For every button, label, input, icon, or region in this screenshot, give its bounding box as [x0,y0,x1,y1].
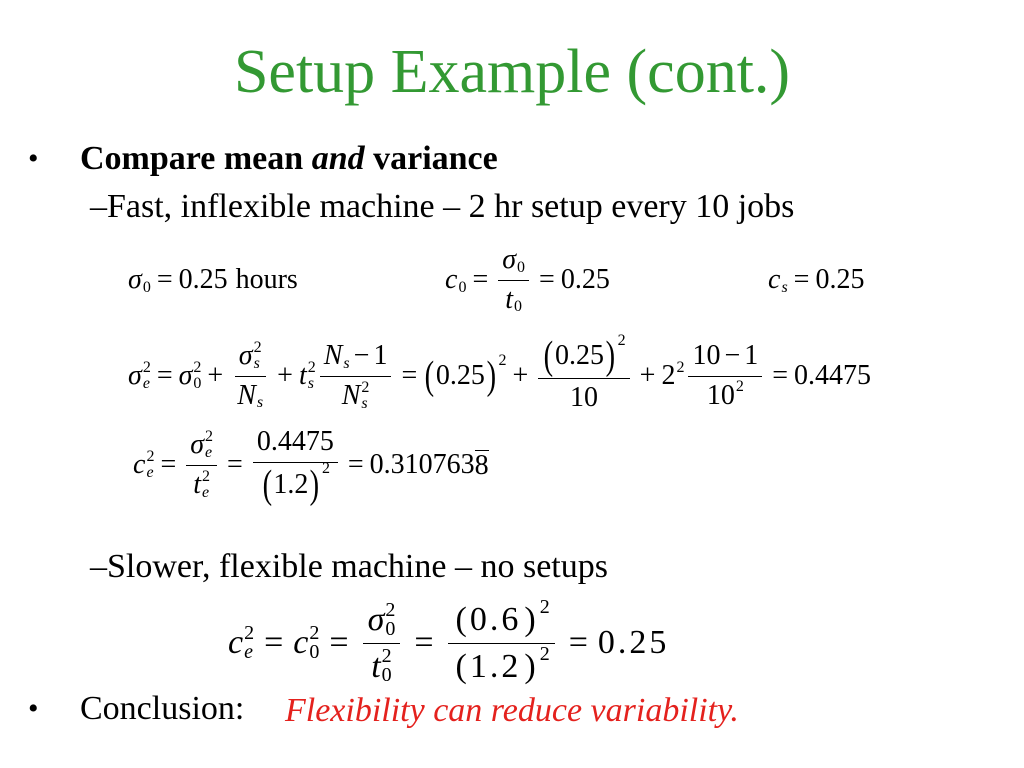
fraction-numerator [253,426,338,462]
fraction [253,426,338,507]
right-paren: ) [524,647,536,685]
fraction [363,600,401,685]
fraction-numerator [363,600,401,643]
left-paren: ( [424,353,435,399]
superscript: 2 [385,598,396,621]
sigmas-value: 0.25 [555,340,604,372]
sigma0-value: 0.25 [435,359,485,391]
plus-sign: + [207,359,224,391]
plus-sign: + [512,359,529,391]
superscript: 2 [676,358,685,376]
equation-cs [768,240,864,320]
right-paren: ) [309,462,320,507]
number: 1 [744,340,759,372]
minus-sign: − [724,340,741,372]
superscript: 2 [142,359,151,376]
equals-sign: = [347,448,364,480]
repeating-digit: 8 [474,450,489,481]
script [385,598,396,640]
sigma-symbol: σ [238,340,253,372]
subscript: 0 [458,278,467,296]
script [309,624,319,662]
subscript: 0 [385,617,396,640]
subscript: 0 [514,298,523,316]
script [254,340,262,372]
superscript: 2 [146,448,155,465]
script [205,429,213,461]
t-symbol: t [371,647,381,685]
equals-sign: = [539,263,555,295]
equals-sign: = [227,448,243,480]
fraction [498,244,529,315]
right-paren: ) [486,353,496,399]
subscript: 0 [193,375,202,392]
fraction-denominator [501,281,526,316]
fraction-numerator [498,244,529,280]
equals-sign: = [401,359,418,391]
c0-value: 0.25 [560,263,610,295]
equals-sign: = [264,624,284,662]
fraction-denominator [257,460,334,507]
te-value: 1.2 [273,468,309,500]
equals-sign: = [568,624,588,662]
equation-c0 [445,240,610,320]
equals-sign: = [793,263,810,295]
right-paren: ) [524,601,536,639]
slide-title: Setup Example (cont.) [233,38,791,106]
superscript: 2 [498,351,507,369]
fraction-numerator [320,340,392,376]
ns-value: 10 [570,382,598,414]
fraction-numerator [688,340,762,376]
bullet-marker: • [28,692,39,725]
script [361,380,369,412]
subscript: s [361,394,368,412]
c-symbol: c [768,263,781,295]
c-symbol: c [228,624,244,662]
script [244,624,254,662]
subscript: s [343,355,350,373]
n-symbol: N [341,379,361,411]
bullet-text: Compare mean [80,140,312,177]
fraction [233,340,267,411]
bullet-compare [80,139,498,179]
right-paren: ) [605,334,616,379]
subscript: s [781,278,788,296]
fraction-denominator [566,379,602,414]
sub-bullet-fast-machine: –Fast, inflexible machine – 2 hr setup every 10 jobs [90,188,795,225]
script [146,449,154,481]
superscript: 2 [361,378,370,396]
fraction-numerator [448,596,555,643]
fraction-denominator [189,466,214,501]
n-symbol: N [323,340,343,372]
sub-bullet-slow-machine: –Slower, flexible machine – no setups [90,548,608,585]
script [202,469,210,501]
fraction [688,340,762,411]
subscript: s [253,355,260,373]
fraction-numerator [186,429,217,465]
conclusion-emphasis: Flexibility can reduce variability. [285,692,739,729]
sigma-symbol: σ [128,263,142,295]
t-symbol: t [193,468,202,500]
plus-sign: + [277,359,293,391]
result-value: 0.25 [597,624,670,662]
sigma-symbol: σ [178,359,193,391]
fraction [538,332,629,414]
c-symbol: c [445,263,458,295]
superscript: 2 [381,645,392,668]
script [193,360,201,392]
equals-sign: = [329,624,349,662]
subscript: e [205,444,213,462]
ns-value: 10 [706,379,735,411]
script [382,647,392,685]
equals-sign: = [160,448,177,480]
equation-ce-squared [133,425,489,505]
script [143,360,151,392]
equation-sigma-e-squared [128,332,872,416]
bullet-emphasis: and [311,140,365,177]
superscript: 2 [205,428,214,446]
bullet-marker: • [28,142,39,175]
superscript: 2 [307,359,316,376]
unit-label: hours [235,263,298,295]
subscript: 0 [142,278,151,296]
sigma-symbol: σ [190,429,205,461]
superscript: 2 [193,359,202,376]
superscript: 2 [539,596,550,619]
sigma-symbol: σ [128,359,142,391]
sigma0-value: 0.6 [469,601,522,639]
t-symbol: t [298,359,307,391]
superscript: 2 [617,332,626,350]
superscript: 2 [322,460,330,478]
fraction-numerator [538,332,629,379]
result-value: 0.4475 [794,359,872,391]
subscript: 0 [381,664,392,687]
superscript: 2 [309,622,320,644]
equals-sign: = [472,263,489,295]
left-paren: ( [455,647,467,685]
subscript: 0 [309,641,320,663]
subscript: s [307,375,314,392]
n-symbol: N [237,379,256,411]
minus-sign: − [353,340,370,372]
bullet-text: variance [364,140,498,177]
sigma-symbol: σ [502,244,517,276]
superscript: 2 [735,378,744,396]
equals-sign: = [772,359,789,391]
conclusion-label: Conclusion: [80,690,245,727]
subscript: e [244,641,253,663]
superscript: 2 [253,339,262,357]
left-paren: ( [455,601,467,639]
c-symbol: c [293,624,309,662]
plus-sign: + [639,359,656,391]
subscript: s [256,394,264,412]
fraction-denominator [367,644,395,686]
equals-sign: = [414,624,434,662]
subscript: e [142,375,150,392]
number: 1 [373,340,388,372]
fraction-denominator [449,644,554,686]
te-value: 1.2 [469,647,522,685]
fraction [320,340,392,411]
equation-ce-squared-flexible [228,596,670,687]
c-symbol: c [133,448,146,480]
superscript: 2 [244,622,255,644]
subscript: 0 [517,259,526,277]
left-paren: ( [543,334,554,379]
subscript: e [146,464,154,481]
subscript: e [202,483,210,501]
fraction-denominator [338,377,374,412]
equals-sign: = [156,263,173,295]
t-symbol: t [505,283,514,315]
ns-value: 10 [692,340,721,372]
result-value: 0.310763 [369,448,475,480]
fraction-numerator [235,340,266,376]
ts-value: 2 [661,359,676,391]
cs-value: 0.25 [815,263,865,295]
sigma-e-squared-value: 0.4475 [256,426,334,458]
equals-sign: = [156,359,173,391]
superscript: 2 [539,642,550,665]
fraction [186,429,217,500]
script [308,360,316,392]
sigma0-value: 0.25 [178,263,228,295]
fraction [448,596,555,685]
sigma-symbol: σ [367,601,385,639]
superscript: 2 [202,467,211,485]
left-paren: ( [262,462,272,507]
equation-sigma0 [128,240,298,320]
fraction-denominator [233,377,267,412]
fraction-denominator [703,377,748,412]
